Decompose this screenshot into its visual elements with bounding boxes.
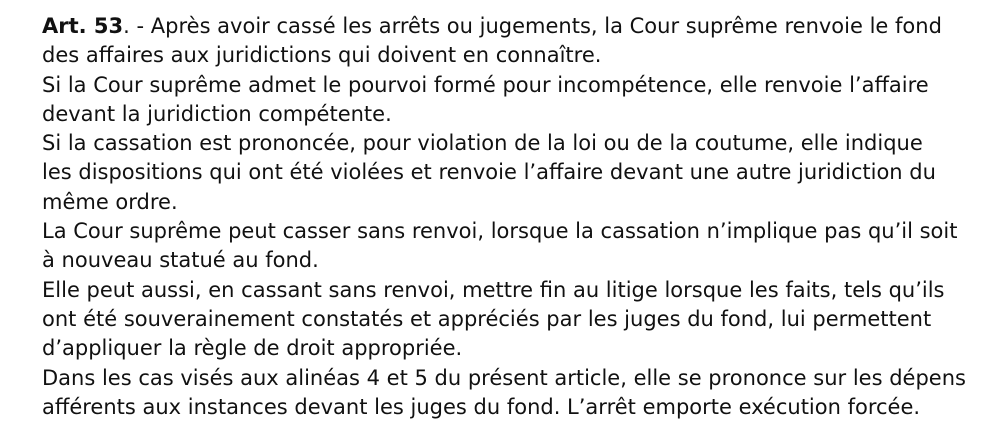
text-line: Si la cassation est prononcée, pour violation de la loi ou de la coutume, elle indique: [42, 131, 923, 156]
article-label: Art. 53: [42, 14, 124, 38]
text-line: Elle peut aussi, en cassant sans renvoi, mettre fin au litige lorsque les faits, tels qu’ils: [42, 277, 945, 302]
text-line: La Cour suprême peut casser sans renvoi, lorsque la cassation n’implique pas qu’il soit: [42, 219, 958, 244]
text-line: devant la juridiction compétente.: [42, 101, 392, 126]
text-line: les dispositions qui ont été violées et renvoie l’affaire devant une autre juridiction du: [42, 160, 936, 185]
text-line: d’appliquer la règle de droit appropriée.: [42, 336, 463, 361]
text-line: à nouveau statué au fond.: [42, 248, 319, 273]
text-line: même ordre.: [42, 189, 178, 214]
text-line: Si la Cour suprême admet le pourvoi formé pour incompétence, elle renvoie l’affaire: [42, 72, 929, 97]
text-line: des affaires aux juridictions qui doivent en connaître.: [42, 43, 602, 68]
text-line: ont été souverainement constatés et appréciés par les juges du fond, lui permettent: [42, 306, 932, 331]
article-first-line: [42, 12, 986, 41]
article-intro-text: . - Après avoir cassé les arrêts ou jugements, la Cour suprême renvoie le fond: [123, 14, 942, 38]
text-line: Dans les cas visés aux alinéas 4 et 5 du présent article, elle se prononce sur les dépens: [42, 365, 966, 390]
text-line: afférents aux instances devant les juges du fond. L’arrêt emporte exécution forcée.: [42, 394, 921, 419]
